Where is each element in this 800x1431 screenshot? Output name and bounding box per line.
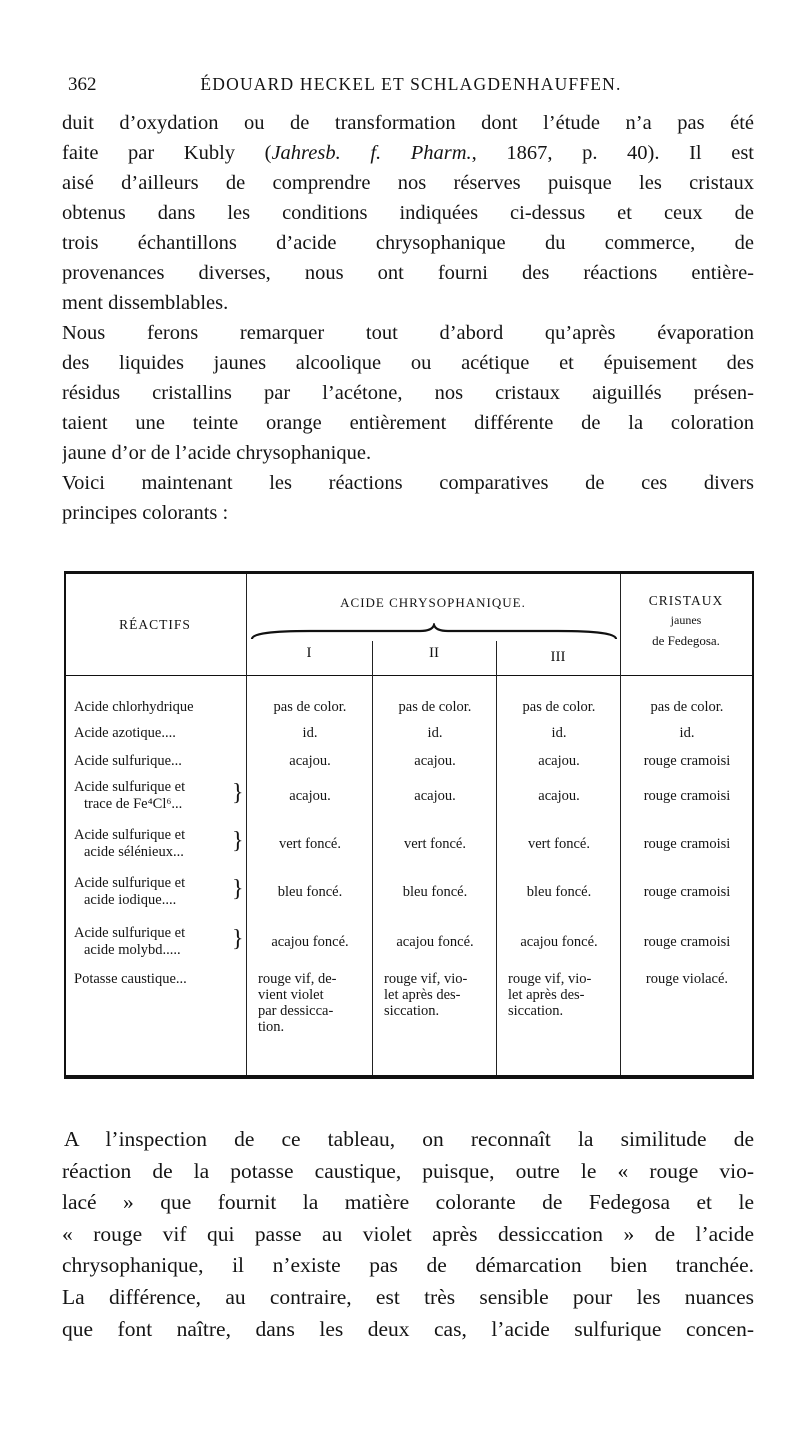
table-cell: acajou. [289,753,331,769]
text-line: Nous ferons remarquer tout d’abord qu’après évaporation [62,322,754,344]
text-line: que font naître, dans les deux cas, l’acide sulfurique concen- [62,1316,754,1341]
text-line: aisé d’ailleurs de comprendre nos réserves puisque les cristaux [62,172,754,194]
page-number: 362 [68,74,97,95]
text-line: résidus cristallins par l’acétone, nos cristaux aiguillés présen- [62,382,754,404]
text-line: des liquides jaunes alcoolique ou acétique et épuisement des [62,352,754,374]
table-cell: acajou foncé. [271,934,349,950]
header-acide-chrysophanique: ACIDE CHRYSOPHANIQUE. [340,595,526,610]
table-cell: pas de color. [398,699,472,715]
table-cell: vient violet [258,987,324,1003]
table-cell: par dessicca- [258,1003,334,1019]
text-line: ment dissemblables. [62,292,229,314]
text-line: principes colorants : [62,502,229,524]
table-cell: pas de color. [650,699,724,715]
header-cristaux: CRISTAUX [648,593,724,608]
column-rule [496,641,497,1075]
table-cell: let après des- [384,987,461,1003]
table-cell: siccation. [384,1003,440,1019]
table-cell: vert foncé. [528,836,590,852]
table-cell: rouge vif, vio- [508,971,592,987]
text-line: duit d’oxydation ou de transformation dont l’étude n’a pas été [62,112,754,134]
text-line: réaction de la potasse caustique, puisque, outre le « rouge vio- [62,1158,754,1183]
brace-glyph: } [232,780,244,806]
table-cell: bleu foncé. [277,884,343,900]
text-line: trois échantillons d’acide chrysophanique du commerce, de [62,232,754,254]
column-rule [372,641,373,1075]
text-line: Voici maintenant les réactions comparatives de ces divers [62,472,754,494]
table-cell: rouge violacé. [645,971,729,987]
table-cell: id. [302,725,318,741]
table-cell: rouge cramoisi [643,836,731,852]
table-cell: bleu foncé. [402,884,468,900]
reactif-label: Acide azotique.... [74,725,176,741]
header-cristaux-sub: jaunes [670,613,702,627]
table-cell: bleu foncé. [526,884,592,900]
text-line: obtenus dans les conditions indiquées ci-dessus et ceux de [62,202,754,224]
table-cell: pas de color. [522,699,596,715]
reactif-label: Acide sulfurique et [74,875,186,891]
paragraph-2 [62,318,754,468]
table-cell: id. [679,725,695,741]
subheader-iii: III [550,649,566,665]
reactif-label: acide iodique.... [84,892,177,908]
text-line: jaune d’or de l’acide chrysophanique. [62,442,372,464]
text-line: chrysophanique, il n’existe pas de démarcation bien tranchée. [62,1253,754,1278]
table-cell: tion. [258,1019,285,1035]
text-line: « rouge vif qui passe au violet après dessiccation » de l’acide [62,1221,754,1246]
table-cell: rouge cramoisi [643,884,731,900]
reactif-label: Acide sulfurique et [74,827,186,843]
reactif-label: acide molybd..... [84,942,181,958]
text-segment: , 1867, p. 40). Il est [471,142,754,164]
header-separator [64,675,754,676]
table-cell: rouge cramoisi [643,934,731,950]
reactif-label: Potasse caustique... [74,971,187,987]
text-line: taient une teinte orange entièrement différente de la coloration [62,412,754,434]
reactif-label: acide sélénieux... [84,844,184,860]
table-cell: acajou. [414,753,456,769]
table-cell: acajou. [414,788,456,804]
paragraph-4 [62,1124,754,1345]
subheader-i: I [306,645,312,661]
reactif-label: Acide chlorhydrique [74,699,194,715]
table-cell: acajou. [538,753,580,769]
table-cell: rouge vif, vio- [384,971,468,987]
table-bottom-rule [64,1075,754,1079]
table-cell: id. [427,725,443,741]
table-cell: id. [551,725,567,741]
text-line: La différence, au contraire, est très sensible pour les nuances [62,1284,754,1309]
table-cell: acajou foncé. [520,934,598,950]
table-cell: rouge cramoisi [643,753,731,769]
reactif-label: Acide sulfurique... [74,753,182,769]
reactif-label: Acide sulfurique et [74,779,186,795]
brace-glyph: } [232,828,244,854]
table-left-rule [64,571,66,1079]
text-segment: faite par Kubly ( [62,142,272,164]
running-title: ÉDOUARD HECKEL ET SCHLAGDENHAUFFEN. [200,74,622,94]
table-cell: rouge cramoisi [643,788,731,804]
table-cell: siccation. [508,1003,564,1019]
table-cell: let après des- [508,987,585,1003]
subheader-ii: II [429,645,439,661]
table-right-rule [752,571,754,1079]
table-cell: rouge vif, de- [258,971,337,987]
table-cell: acajou foncé. [396,934,474,950]
table-cell: acajou. [538,788,580,804]
table-top-rule [64,571,754,574]
text-line [62,138,754,168]
brace-glyph: } [232,926,244,952]
reactions-table [64,571,754,1079]
table-cell: vert foncé. [404,836,466,852]
text-line: lacé » que fournit la matière colorante de Fedegosa et le [62,1190,754,1215]
reactif-label: trace de Fe⁴Cl⁶... [84,796,183,812]
header-reactifs: RÉACTIFS [119,617,191,632]
header-cristaux-sub: de Fedegosa. [652,633,720,648]
brace-glyph: } [232,876,244,902]
table-cell: vert foncé. [279,836,341,852]
journal-citation: Jahresb. f. Pharm. [271,142,472,164]
text-line: A l’inspection de ce tableau, on reconnaît la similitude de [64,1127,754,1151]
table-cell: pas de color. [273,699,347,715]
table-cell: acajou. [289,788,331,804]
text-line: provenances diverses, nous ont fourni des réactions entière- [62,262,754,284]
group-brace [250,623,618,643]
reactif-label: Acide sulfurique et [74,925,186,941]
page-header [68,74,754,100]
paragraph-3 [62,468,754,528]
column-rule [620,574,621,1075]
paragraph-1 [62,108,754,318]
